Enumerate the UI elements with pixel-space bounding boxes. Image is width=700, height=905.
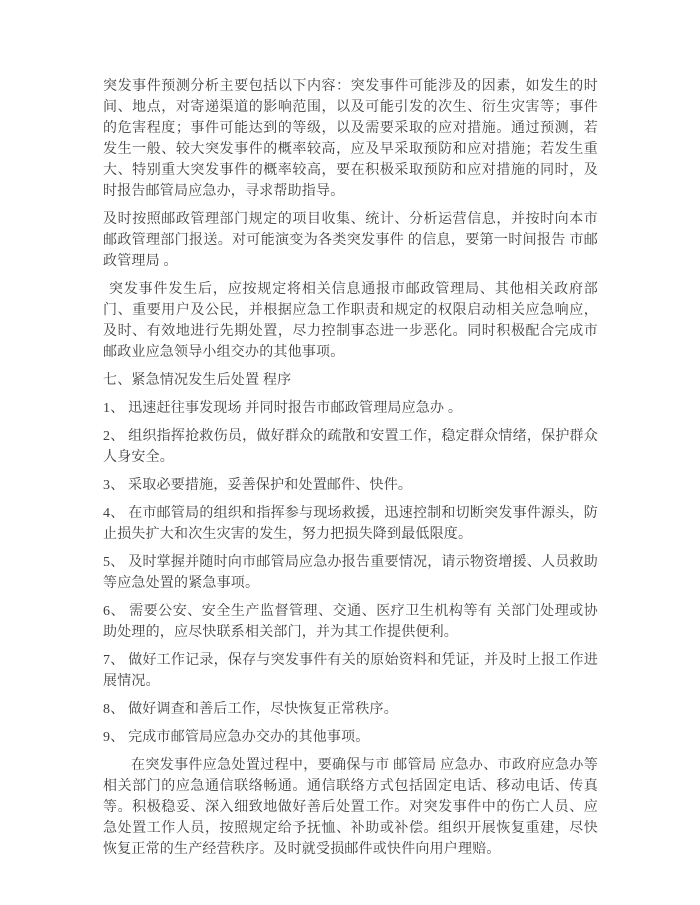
list-item-4: 4、 在市邮管局的组织和指挥参与现场救援，迅速控制和切断突发事件源头，防止损失扩大和次生灾害的发生，努力把损失降到最低限度。 — [103, 506, 598, 542]
paragraph-post-incident-notification: 突发事件发生后，应按规定将相关信息通报市邮政管理局、其他相关政府部门、重要用户及公民，并根据应急工作职责和规定的权限启动相关应急响应，及时、有效地进行先期处置，尽力控制事态进一步恶化。同时积极配合完成市邮政业应急领导小组交办的其他事项。 — [103, 282, 598, 360]
paragraph-info-reporting: 及时按照邮政管理部门规定的项目收集、统计、分析运营信息，并按时向本市邮政管理部门报送。对可能演变为各类突发事件 的信息，要第一时间报告 市邮政管理局 。 — [103, 212, 598, 269]
list-item-2: 2、 组织指挥抢救伤员，做好群众的疏散和安置工作，稳定群众情绪，保护群众人身安全。 — [103, 429, 598, 465]
paragraph-prediction-analysis: 突发事件预测分析主要包括以下内容：突发事件可能涉及的因素，如发生的时间、地点，对寄递渠道的影响范围，以及可能引发的次生、衍生灾害等；事件的危害程度；事件可能达到的等级，以及需要采取的应对措施。通过预测，若发生一般、较大突发事件的概率较高，应及早采取预防和应对措施；若发生重大、特别重大突发事件的概率较高，要在积极采取预防和应对措施的同时，及时报告邮管局应急办，寻求帮助指导。 — [103, 79, 598, 199]
list-item-9: 9、 完成市邮管局应急办交办的其他事项。 — [103, 730, 370, 745]
paragraph-communication-and-recovery: 在突发事件应急处置过程中，要确保与市 邮管局 应急办、市政府应急办等相关部门的应急通信联络畅通。通信联络方式包括固定电话、移动电话、传真等。积极稳妥、深入细致地做好善后处置工作。对突发事件中的伤亡人员、应急处置工作人员，按照规定给予抚恤、补助或补偿。组织开展恢复重建，尽快恢复正常的生产经营秩序。及时就受损邮件或快件向用户理赔。 — [103, 758, 598, 857]
list-item-5: 5、 及时掌握并随时向市邮管局应急办报告重要情况，请示物资增援、人员救助等应急处置的紧急事项。 — [103, 555, 598, 591]
list-item-1: 1、 迅速赶往事发现场 并同时报告市邮政管理局应急办 。 — [103, 401, 463, 416]
list-item-7: 7、 做好工作记录，保存与突发事件有关的原始资料和凭证，并及时上报工作进展情况。 — [103, 653, 598, 689]
list-item-6: 6、 需要公安、安全生产监督管理、交通、医疗卫生机构等有 关部门处理或协助处理的，应尽快联系相关部门，并为其工作提供便利。 — [103, 604, 598, 640]
list-item-8: 8、 做好调查和善后工作，尽快恢复正常秩序。 — [103, 702, 398, 717]
list-item-3: 3、 采取必要措施，妥善保护和处置邮件、快件。 — [103, 478, 413, 493]
section-heading-emergency-handling-procedure: 七、紧急情况发生后处置 程序 — [103, 373, 292, 388]
